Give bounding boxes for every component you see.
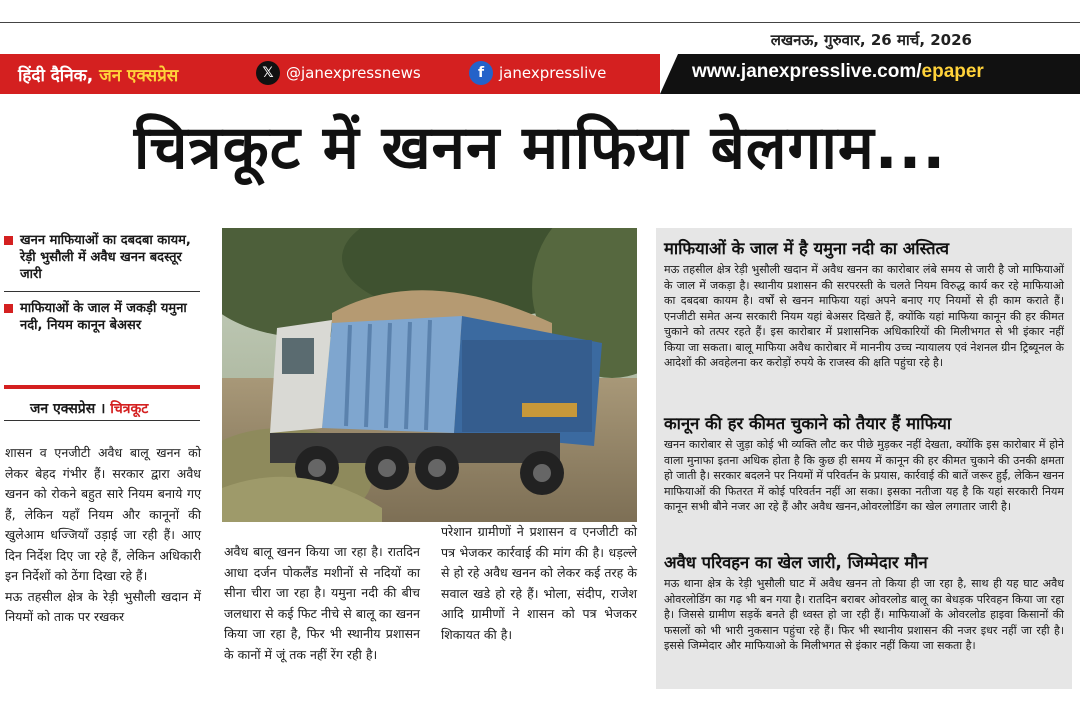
- article-column-2: अवैध बालू खनन किया जा रहा है। रातदिन आधा दर्जन पोकलैंड मशीनों से नदियों का सीना चीरा जा रहा है। यमुना नदी की बीच जलधारा से कई फिट नीचे से बालू का खनन किया जा रहा है, फिर भी स्थानीय प्रशासन के कानों में जूं तक नहीं रेंग रही है।: [224, 544, 420, 662]
- twitter-link[interactable]: [256, 61, 421, 85]
- bullet-item: [4, 232, 200, 292]
- top-rule: [0, 22, 1080, 23]
- article-column-3: परेशान ग्रामीणों ने प्रशासन व एनजीटी को पत्र भेजकर कार्रवाई की मांग की है। धड़ल्ले से हो रहे अवैध खनन को लेकर कई तरह के सवाल खडे हो रहे हैं। भोला, संदीप, राजेश आदि ग्रामीणों ने शासन को पत्र भेजकर शिकायत की है।: [441, 524, 637, 642]
- sidebar-heading-2: कानून की हर कीमत चुकाने को तैयार हैं माफिया: [664, 414, 952, 433]
- facebook-link[interactable]: [469, 61, 606, 85]
- site-url: www.janexpresslive.com/: [692, 61, 922, 82]
- byline-place: चित्रकूट: [110, 401, 149, 417]
- sidebar-heading-1: माफियाओं के जाल में है यमुना नदी का अस्तित्व: [664, 239, 950, 258]
- byline: जन एक्सप्रेस । चित्रकूट: [30, 401, 149, 417]
- epaper-url-link[interactable]: [692, 61, 984, 83]
- site-suffix: epaper: [921, 61, 984, 82]
- sidebar-heading-3: अवैध परिवहन का खेल जारी, जिम्मेदार मौन: [664, 553, 928, 572]
- twitter-handle: @janexpressnews: [286, 64, 421, 82]
- date-line: लखनऊ, गुरुवार, 26 मार्च, 2026: [770, 31, 972, 49]
- sidebar-text-1: मऊ तहसील क्षेत्र रेड़ी भुसौली खदान में अवैध खनन का कारोबार लंबे समय से जारी है जो माफियाओं के जाल में जकड़ा है। स्थानीय प्रशासन की सरपरस्ती के चलते नियम विरुद्ध कार्य कर रहे माफियाओ का दबदबा कायम है। वर्षों से खनन माफिया यहां अपने बनाए गए नियमों से ही काम कराते हैं। एनजीटी समेत अन्य सरकारी नियम यहां बेअसर दिखते हैं, क्योंकि यहां माफिया कानून की हर कीमत चुकाने को तत्पर रहते हैं। इस कारोबार में प्रशासनिक अधिकारियों की मिलीभगत से भी इंकार नहीं किया जा सकता। बालू माफिया अवैध कारोबार में माननीय उच्च न्यायालय एवं नेशनल ग्रीन ट्रिब्यूनल के आदेशों की अवहेलना कर करोड़ों रुपये के राजस्व की क्षति पहुंचा रहे है।: [664, 263, 1064, 369]
- facebook-handle: janexpresslive: [499, 64, 607, 82]
- article-column-1: शासन व एनजीटी अवैध बालू खनन को लेकर बेहद गंभीर हैं। सरकार द्वारा अवैध खनन को रोकने बहुत सारे नियम बनाये गए हैं, लेकिन यहाँ नियम और कानूनों की खुलेआम धज्जियाँ उड़ाई जा रही हैं। आए दिन निर्देश दिए जा रहे हैं, लेकिन अधिकारी इन निर्देशों को ठेंगा दिखा रहे हैं। मऊ तहसील क्षेत्र के रेड़ी भुसौली खदान में नियमों को ताक पर रखकर: [5, 445, 201, 624]
- red-square-icon: [4, 304, 13, 313]
- byline-divider: [4, 385, 200, 389]
- bullet-item: [4, 300, 200, 342]
- bullet-text: माफियाओं के जाल में जकड़ी यमुना नदी, नियम कानून बेअसर: [20, 301, 187, 333]
- sidebar-text-2: खनन कारोबार से जुड़ा कोई भी व्यक्ति लौट कर पीछे मुड़कर नहीं देखता, क्योंकि इस कारोबार में होने वाला मुनाफा इतना अधिक होता है कि कुछ ही समय में कानून की हर कीमत चुकाने की उनकी क्षमता हो जाती है। सरकार बदलने पर नियमों में परिवर्तन के प्रयास, कार्रवाई की बातें जरूर हुईं, लेकिन खनन माफियाओं की फितरत में कोई परिवर्तन नहीं आ सका। इसका नतीजा यह है कि यहां सरकारी नियम कानून सभी बौने नजर आ रहे हैं और अवैध खनन,ओवरलोडिंग का खेल लगातार जारी है।: [664, 438, 1064, 513]
- bullet-text: खनन माफियाओं का दबदबा कायम, रेड़ी भुसौली में अवैध खनन बदस्तूर जारी: [20, 233, 191, 282]
- highlight-bullets: [4, 232, 200, 350]
- truck-photo-illustration: [222, 228, 637, 522]
- sidebar-text-3: मऊ थाना क्षेत्र के रेड़ी भुसौली घाट में अवैध खनन तो किया ही जा रहा है, साथ ही यह घाट अवैध ओवरलोडिंग का गढ़ भी बन गया है। रातदिन बराबर ओवरलोड बालू का बेधड़क परिवहन किया जा रहा है। जिससे ग्रामीण सड़कें बनते ही ध्वस्त हो जा रही हैं। माफियाओं के ओवरलोड हाइवा किसानों की फसलों को भी भारी नुकसान पहुंचा रहे हैं। फिर भी स्थानीय प्रशासन की नजर इधर नहीं जा रही है। इससे जिम्मेदार और माफियाओ के मिलीभगत से इंकार नहीं किया जा सकता है।: [664, 577, 1064, 652]
- byline-source: जन एक्सप्रेस: [30, 401, 96, 417]
- brand-prefix: हिंदी दैनिक,: [18, 66, 94, 86]
- article-photo-truck: [222, 228, 637, 522]
- x-twitter-icon: 𝕏: [256, 61, 280, 85]
- main-headline: चित्रकूट में खनन माफिया बेलगाम...: [133, 113, 947, 183]
- brand-name: [18, 63, 178, 86]
- byline-rule: [4, 420, 200, 421]
- red-square-icon: [4, 236, 13, 245]
- brand-title: जन एक्सप्रेस: [99, 66, 179, 86]
- facebook-icon: f: [469, 61, 493, 85]
